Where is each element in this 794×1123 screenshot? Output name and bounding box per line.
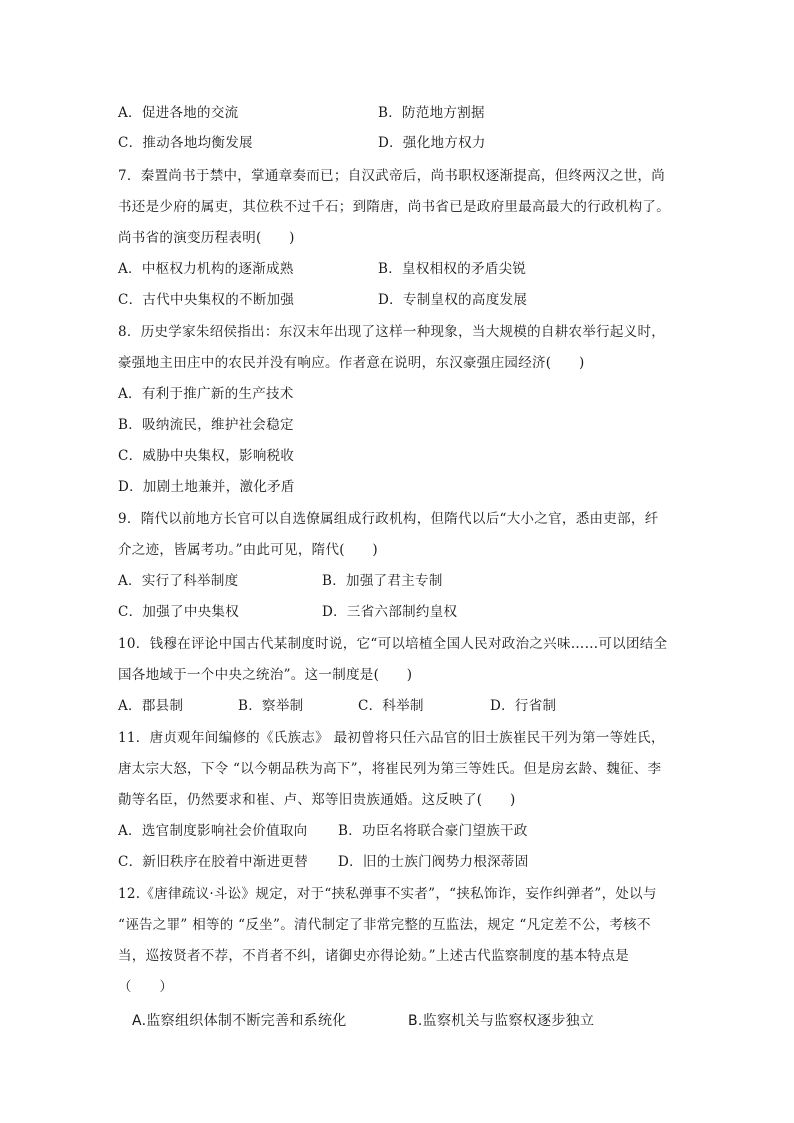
q10-option-d: D．行省制 (490, 698, 557, 714)
q11-option-d: D．旧的士族门阀势力根深蒂固 (338, 854, 529, 870)
q12-stem-line2: “诬告之罪” 相等的 “反坐”。清代制定了非常完整的互监法，规定 “凡定差不公，考核不 (118, 917, 651, 933)
q6-option-c: C．推动各地均衡发展 (118, 135, 253, 151)
q12-stem-line3: 当，巡按贤者不荐，不肖者不纠，诸御史亦得论劾。”上述古代监察制度的基本特点是 (118, 948, 630, 964)
q12-stem-line4: （ ） (118, 979, 174, 995)
q6-option-d: D．强化地方权力 (378, 135, 486, 151)
q11-stem-line3: 勣等名臣，仍然要求和崔、卢、郑等旧贵族通婚。这反映了( ) (118, 792, 516, 808)
q11-option-c: C．新旧秩序在胶着中渐进更替 (118, 854, 309, 870)
q8-stem-line1: 8．历史学家朱绍侯指出：东汉末年出现了这样一种现象，当大规模的自耕农举行起义时， (118, 324, 666, 340)
q7-option-b: B．皇权相权的矛盾尖锐 (378, 261, 527, 277)
q9-option-d: D．三省六部制约皇权 (322, 604, 458, 620)
q8-stem-line2: 豪强地主田庄中的农民并没有响应。作者意在说明，东汉豪强庄园经济( ) (118, 355, 585, 371)
q10-stem-line2: 国各地域于一个中央之统治”。这一制度是( ) (118, 667, 413, 683)
q7-option-c: C．古代中央集权的不断加强 (118, 292, 295, 308)
q10-option-c: C．科举制 (358, 698, 424, 714)
q9-option-c: C．加强了中央集权 (118, 604, 240, 620)
q12-stem-line1: 12.《唐律疏议·斗讼》规定，对于“挟私弹事不实者”，“挟私饰诈，妄作纠弹者”，处以与 (118, 886, 657, 902)
q11-option-a: A．选官制度影响社会价值取向 (118, 823, 308, 839)
q12-option-b: B.监察机关与监察权逐步独立 (408, 1013, 595, 1029)
q9-stem-line2: 介之迹，皆属考功。”由此可见，隋代( ) (118, 542, 378, 558)
q11-stem-line2: 唐太宗大怒，下令 “以今朝品秩为高下”，将崔民列为第三等姓氏。但是房玄龄、魏征、李 (118, 761, 662, 777)
q10-option-a: A．郡县制 (118, 698, 184, 714)
q6-option-a: A．促进各地的交流 (118, 105, 239, 121)
q9-option-b: B．加强了君主专制 (322, 573, 443, 589)
q11-stem-line1: 11．唐贞观年间编修的《氏族志》 最初曾将只任六品官的旧士族崔民干列为第一等姓氏， (118, 730, 665, 746)
q9-option-a: A．实行了科举制度 (118, 573, 239, 589)
q7-stem-line3: 尚书省的演变历程表明( ) (118, 230, 295, 246)
q8-option-b: B．吸纳流民，维护社会稳定 (118, 417, 294, 433)
q11-option-b: B．功臣名将联合豪门望族干政 (338, 823, 528, 839)
q8-option-a: A．有利于推广新的生产技术 (118, 386, 294, 402)
q10-option-b: B．察举制 (238, 698, 304, 714)
q7-stem-line2: 书还是少府的属吏，其位秩不过千石；到隋唐，尚书省已是政府里最高最大的行政机构了。 (118, 199, 670, 215)
q10-stem-line1: 10．钱穆在评论中国古代某制度时说，它“可以培植全国人民对政治之兴味……可以团结全 (118, 636, 668, 652)
q7-option-a: A．中枢权力机构的逐渐成熟 (118, 261, 294, 277)
q7-option-d: D．专制皇权的高度发展 (378, 292, 528, 308)
q9-stem-line1: 9．隋代以前地方长官可以自选僚属组成行政机构，但隋代以后“大小之官，悉由吏部，纤 (118, 511, 659, 527)
q8-option-d: D．加剧土地兼并，激化矛盾 (118, 479, 295, 495)
q12-option-a: A.监察组织体制不断完善和系统化 (132, 1013, 347, 1029)
q7-stem-line1: 7．秦置尚书于禁中，掌通章奏而已；自汉武帝后，尚书职权逐渐提高，但终两汉之世，尚 (118, 168, 666, 184)
q6-option-b: B．防范地方割据 (378, 105, 485, 121)
q8-option-c: C．威胁中央集权，影响税收 (118, 448, 295, 464)
